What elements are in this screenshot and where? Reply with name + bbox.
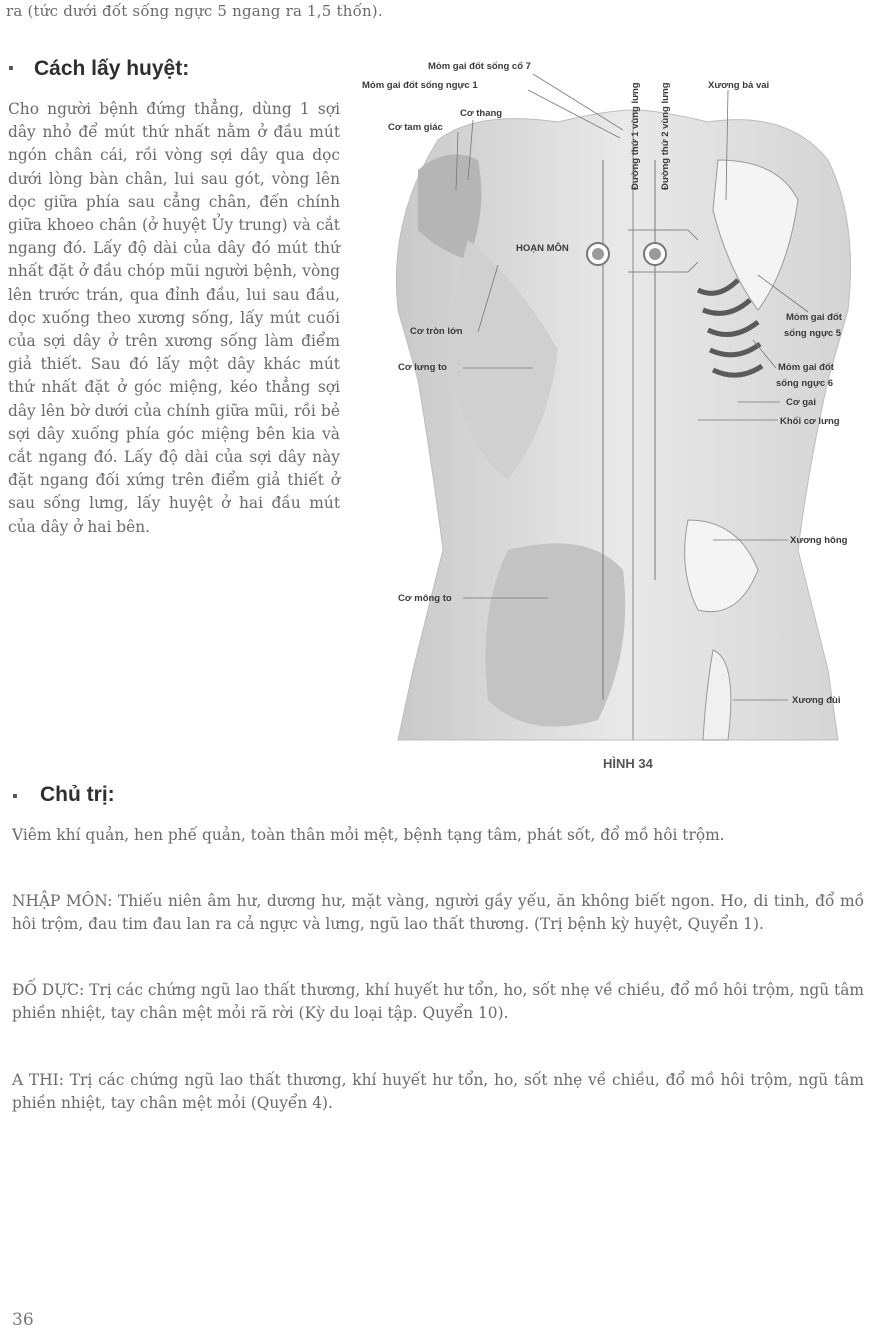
label-ilium: Xương hông <box>790 535 848 546</box>
label-t1: Mỏm gai đốt sống ngực 1 <box>362 80 478 91</box>
locate-paragraph-text: Cho người bệnh đứng thẳng, dùng 1 sợi dây nhỏ để mút thứ nhất nằm ở đầu mút ngón chân cái, rồi vòng sợi dây qua dọc dưới lòng bàn chân, lui sau gót, vòng lên dọc giữa phía sau cẳng chân, đến chính giữa khoeo chân (ở huyệt Ủy trung) và cắt ngang đó. Lấy độ dài của dây đó mút thứ nhất đặt ở đầu chóp mũi người bệnh, vòng lên trước trán, qua đỉnh đầu, lui sau đầu, dọc xuống theo xương sống, lấy mút cuối của sợi dây ở trên xương sống làm điểm giả thiết. Sau đó lấy một dây khác mút thứ nhất đặt ở góc miệng, kéo thẳng sợi dây lên bờ dưới của chính giữa mũi, rồi bẻ sợi dây xuống phía góc miệng bên kia và cắt ngang đó. Lấy độ dài của sợi dây này đặt ngang đối xứng trên điểm giả thiết ở sau sống lưng, lấy huyệt ở hai đầu mút của dây ở hai bên. <box>8 100 340 536</box>
section-heading-locate: Cách lấy huyệt: <box>34 57 190 80</box>
label-t5-line2: sống ngực 5 <box>784 328 842 339</box>
paragraph-text: A THI: Trị các chứng ngũ lao thất thương, khí huyết hư tổn, ho, sốt nhẹ về chiều, đổ mồ hôi trộm, ngũ tâm phiền nhiệt, tay chân mệt mỏi (Quyển 4). <box>12 1071 864 1112</box>
locate-paragraph <box>8 98 340 539</box>
paragraph-3 <box>12 979 864 1025</box>
label-latissimus: Cơ lưng to <box>398 362 447 373</box>
paragraph-text: NHẬP MÔN: Thiếu niên âm hư, dương hư, mặt vàng, người gầy yếu, ăn không biết ngon. Ho, di tinh, đổ mồ hôi trộm, đau tim đau lan ra cả ngực và lưng, ngũ lao thất thương. (Trị bệnh kỳ huyệt, Quyển 1). <box>12 892 864 933</box>
label-line2: Đường thứ 2 vùng lưng <box>660 82 671 190</box>
label-femur: Xương đùi <box>792 695 841 706</box>
label-t5-line1: Mỏm gai đốt <box>786 312 842 323</box>
top-continuation-line: ra (tức dưới đốt sống ngực 5 ngang ra 1,5 thốn). <box>6 2 383 20</box>
figure-caption: HÌNH 34 <box>603 756 653 771</box>
label-erector: Khối cơ lưng <box>780 416 840 427</box>
paragraph-1 <box>12 824 864 847</box>
acupoint-left-marker <box>587 243 609 265</box>
back-anatomy-illustration <box>358 50 880 756</box>
section-bullet: ▪ <box>8 60 14 77</box>
label-t6-line2: sống ngực 6 <box>776 378 834 389</box>
label-deltoid: Cơ tam giác <box>388 122 443 133</box>
label-line1: Đường thứ 1 vùng lưng <box>630 82 641 190</box>
label-t6-line1: Mỏm gai đốt <box>778 362 834 373</box>
label-teres: Cơ tròn lớn <box>410 326 463 337</box>
anatomy-figure <box>358 50 880 756</box>
acupoint-right-marker <box>644 243 666 265</box>
label-trapezius: Cơ thang <box>460 108 503 119</box>
paragraph-2 <box>12 890 864 936</box>
gluteus-muscle <box>486 543 626 726</box>
label-spinalis: Cơ gai <box>786 397 816 408</box>
section-bullet: ▪ <box>12 788 18 805</box>
section-heading-treat: Chủ trị: <box>40 783 115 806</box>
label-gluteus: Cơ mông to <box>398 593 452 604</box>
label-scapula: Xương bả vai <box>708 80 770 91</box>
paragraph-4 <box>12 1069 864 1115</box>
paragraph-text: Viêm khí quản, hen phế quản, toàn thân mỏi mệt, bệnh tạng tâm, phát sốt, đổ mồ hôi trộm. <box>12 826 725 844</box>
paragraph-text: ĐỐ DỰC: Trị các chứng ngũ lao thất thương, khí huyết hư tổn, ho, sốt nhẹ về chiều, đổ mồ hôi trộm, ngũ tâm phiền nhiệt, tay chân mệt mỏi rã rời (Kỳ du loại tập. Quyển 10). <box>12 981 864 1022</box>
label-c7: Mỏm gai đốt sống cổ 7 <box>428 61 531 72</box>
label-point: HOẠN MÔN <box>516 243 569 254</box>
page-number: 36 <box>12 1310 34 1330</box>
